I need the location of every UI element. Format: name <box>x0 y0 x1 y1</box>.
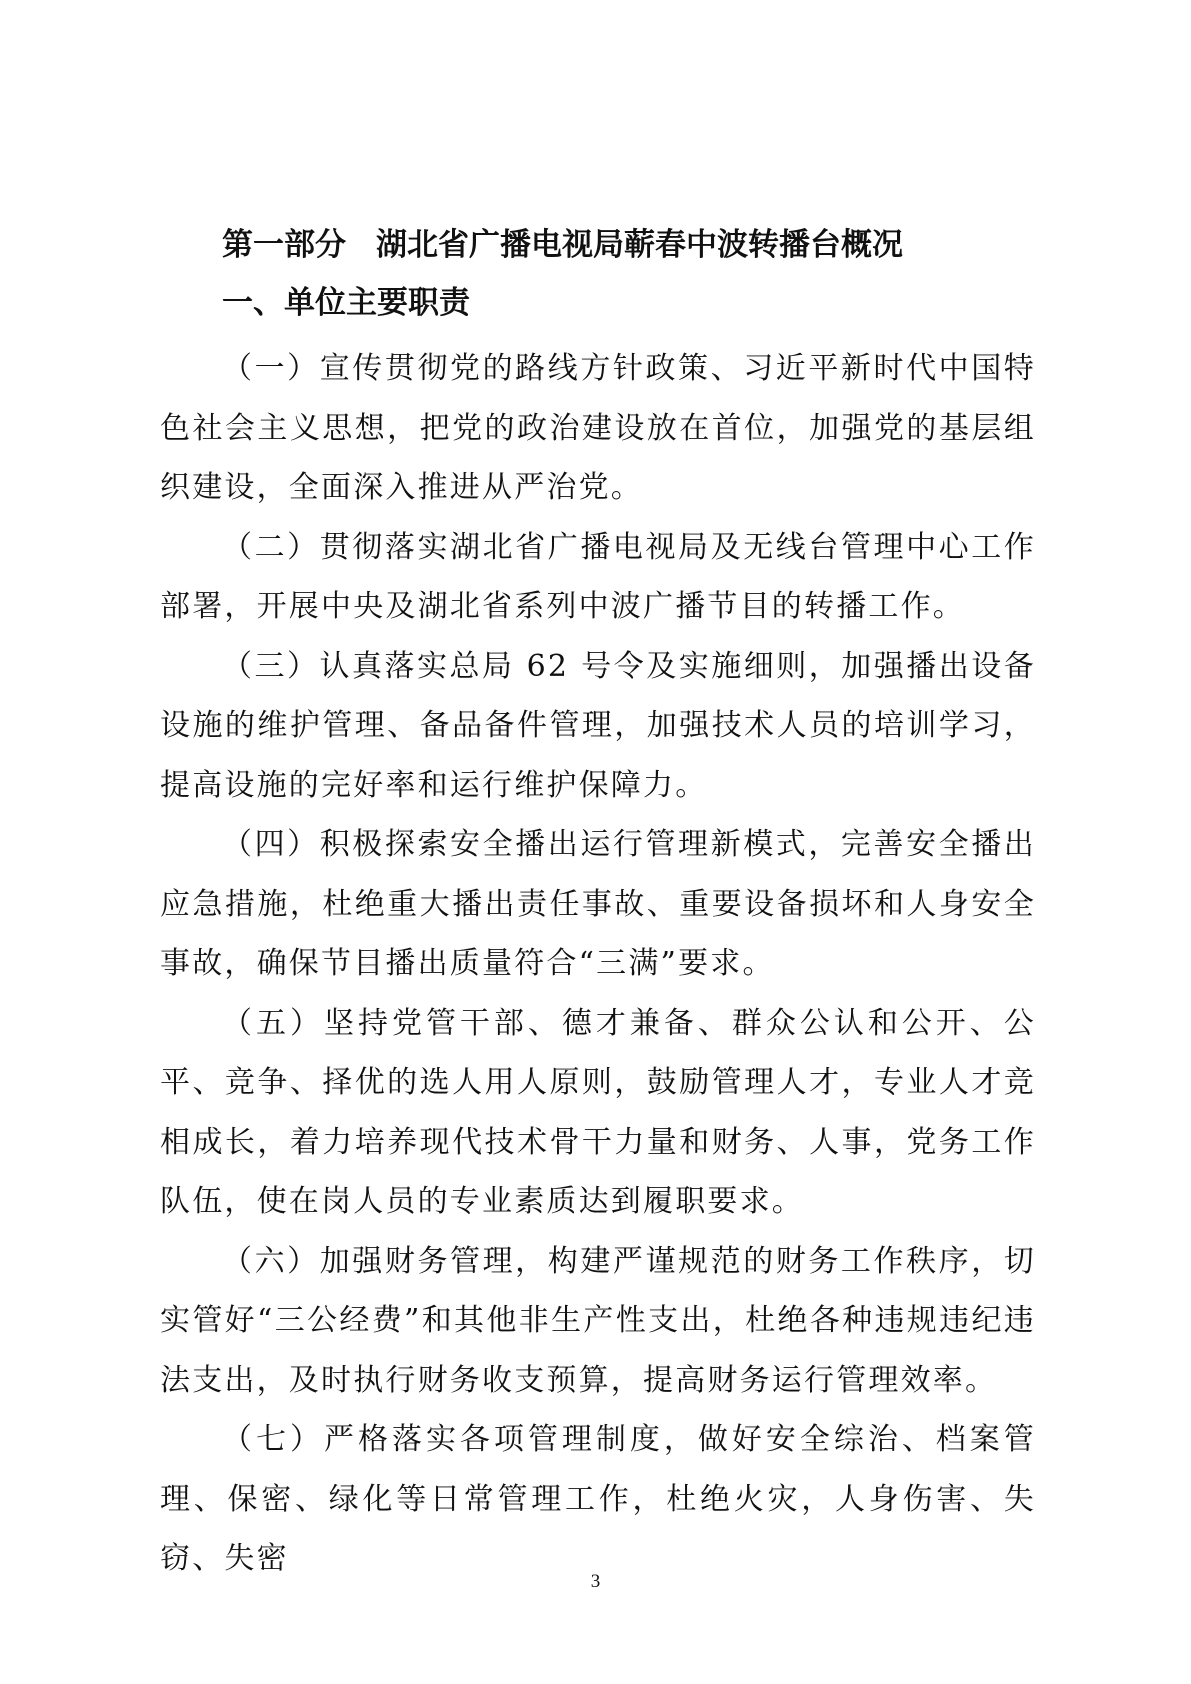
duty-paragraph-5: （五）坚持党管干部、德才兼备、群众公认和公开、公平、竞争、择优的选人用人原则，鼓励管理人才，专业人才竞相成长，着力培养现代技术骨干力量和财务、人事，党务工作队伍，使在岗人员的专业素质达到履职要求。 <box>160 1005 1036 1219</box>
duty-paragraph-1: （一）宣传贯彻党的路线方针政策、习近平新时代中国特色社会主义思想，把党的政治建设放在首位，加强党的基层组织建设，全面深入推进从严治党。 <box>160 351 1036 505</box>
duty-paragraph-2: （二）贯彻落实湖北省广播电视局及无线台管理中心工作部署，开展中央及湖北省系列中波广播节目的转播工作。 <box>160 529 1036 624</box>
part-heading <box>222 222 1082 268</box>
duty-paragraph-6: （六）加强财务管理，构建严谨规范的财务工作秩序，切实管好“三公经费”和其他非生产性支出，杜绝各种违规违纪违法支出，及时执行财务收支预算，提高财务运行管理效率。 <box>160 1243 1036 1398</box>
document-body <box>160 339 1036 1589</box>
duty-paragraph-3: （三）认真落实总局 62 号令及实施细则，加强播出设备设施的维护管理、备品备件管理，加强技术人员的培训学习，提高设施的完好率和运行维护保障力。 <box>160 648 1036 803</box>
part-label: 第一部分 <box>222 227 346 263</box>
duty-paragraph-7: （七）严格落实各项管理制度，做好安全综治、档案管理、保密、绿化等日常管理工作，杜绝火灾，人身伤害、失窃、失密 <box>160 1422 1036 1576</box>
section-heading: 一、单位主要职责 <box>222 285 470 321</box>
duty-paragraph-4: （四）积极探索安全播出运行管理新模式，完善安全播出应急措施，杜绝重大播出责任事故、重要设备损坏和人身安全事故，确保节目播出质量符合“三满”要求。 <box>160 827 1036 981</box>
part-title: 湖北省广播电视局蕲春中波转播台概况 <box>376 227 903 263</box>
page-number: 3 <box>590 1571 601 1592</box>
